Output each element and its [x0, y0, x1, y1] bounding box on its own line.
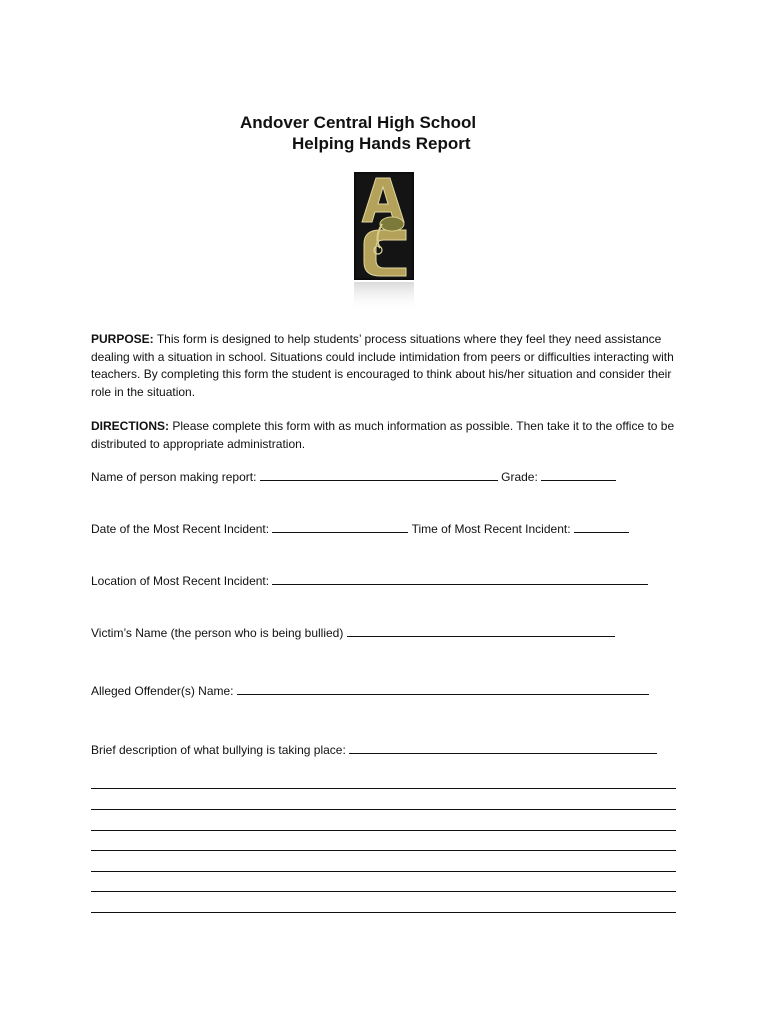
name-field[interactable] [260, 469, 498, 481]
description-row [91, 742, 657, 759]
location-label: Location of Most Recent Incident: [91, 574, 270, 588]
date-label: Date of the Most Recent Incident: [91, 522, 270, 536]
location-field[interactable] [272, 573, 648, 585]
directions-label: DIRECTIONS: [91, 419, 169, 433]
name-row [91, 469, 616, 486]
description-line[interactable] [91, 891, 676, 892]
description-field[interactable] [349, 742, 657, 754]
purpose-label: PURPOSE: [91, 332, 154, 346]
description-line[interactable] [91, 788, 676, 789]
location-row [91, 573, 648, 590]
offender-field[interactable] [237, 683, 649, 695]
description-line[interactable] [91, 912, 676, 913]
offender-row [91, 683, 649, 700]
school-logo [354, 172, 414, 312]
grade-label: Grade: [501, 470, 538, 484]
description-label: Brief description of what bullying is taking place: [91, 743, 346, 757]
date-time-row [91, 521, 629, 538]
name-label: Name of person making report: [91, 470, 257, 484]
time-field[interactable] [574, 521, 629, 533]
offender-label: Alleged Offender(s) Name: [91, 684, 234, 698]
description-line[interactable] [91, 871, 676, 872]
directions-text: Please complete this form with as much information as possible. Then take it to the office to be distributed to appropriate administration. [91, 419, 675, 451]
school-name: Andover Central High School [240, 113, 477, 132]
grade-field[interactable] [541, 469, 616, 481]
victim-field[interactable] [347, 625, 615, 637]
report-name: Helping Hands Report [292, 134, 471, 153]
purpose-text: This form is designed to help students’ process situations where they feel they need assistance dealing with a situation in school. Situations could include intimidation from peers or difficulties interacting with teachers. By completing this form the student is encouraged to think about his/her situation and consider their role in the situation. [91, 332, 674, 399]
directions-paragraph [91, 418, 681, 453]
time-label: Time of Most Recent Incident: [411, 522, 571, 536]
description-line[interactable] [91, 830, 676, 831]
description-line[interactable] [91, 850, 676, 851]
victim-label: Victim’s Name (the person who is being bullied) [91, 626, 344, 640]
date-field[interactable] [272, 521, 408, 533]
description-line[interactable] [91, 809, 676, 810]
victim-row [91, 625, 615, 642]
purpose-paragraph [91, 331, 681, 401]
